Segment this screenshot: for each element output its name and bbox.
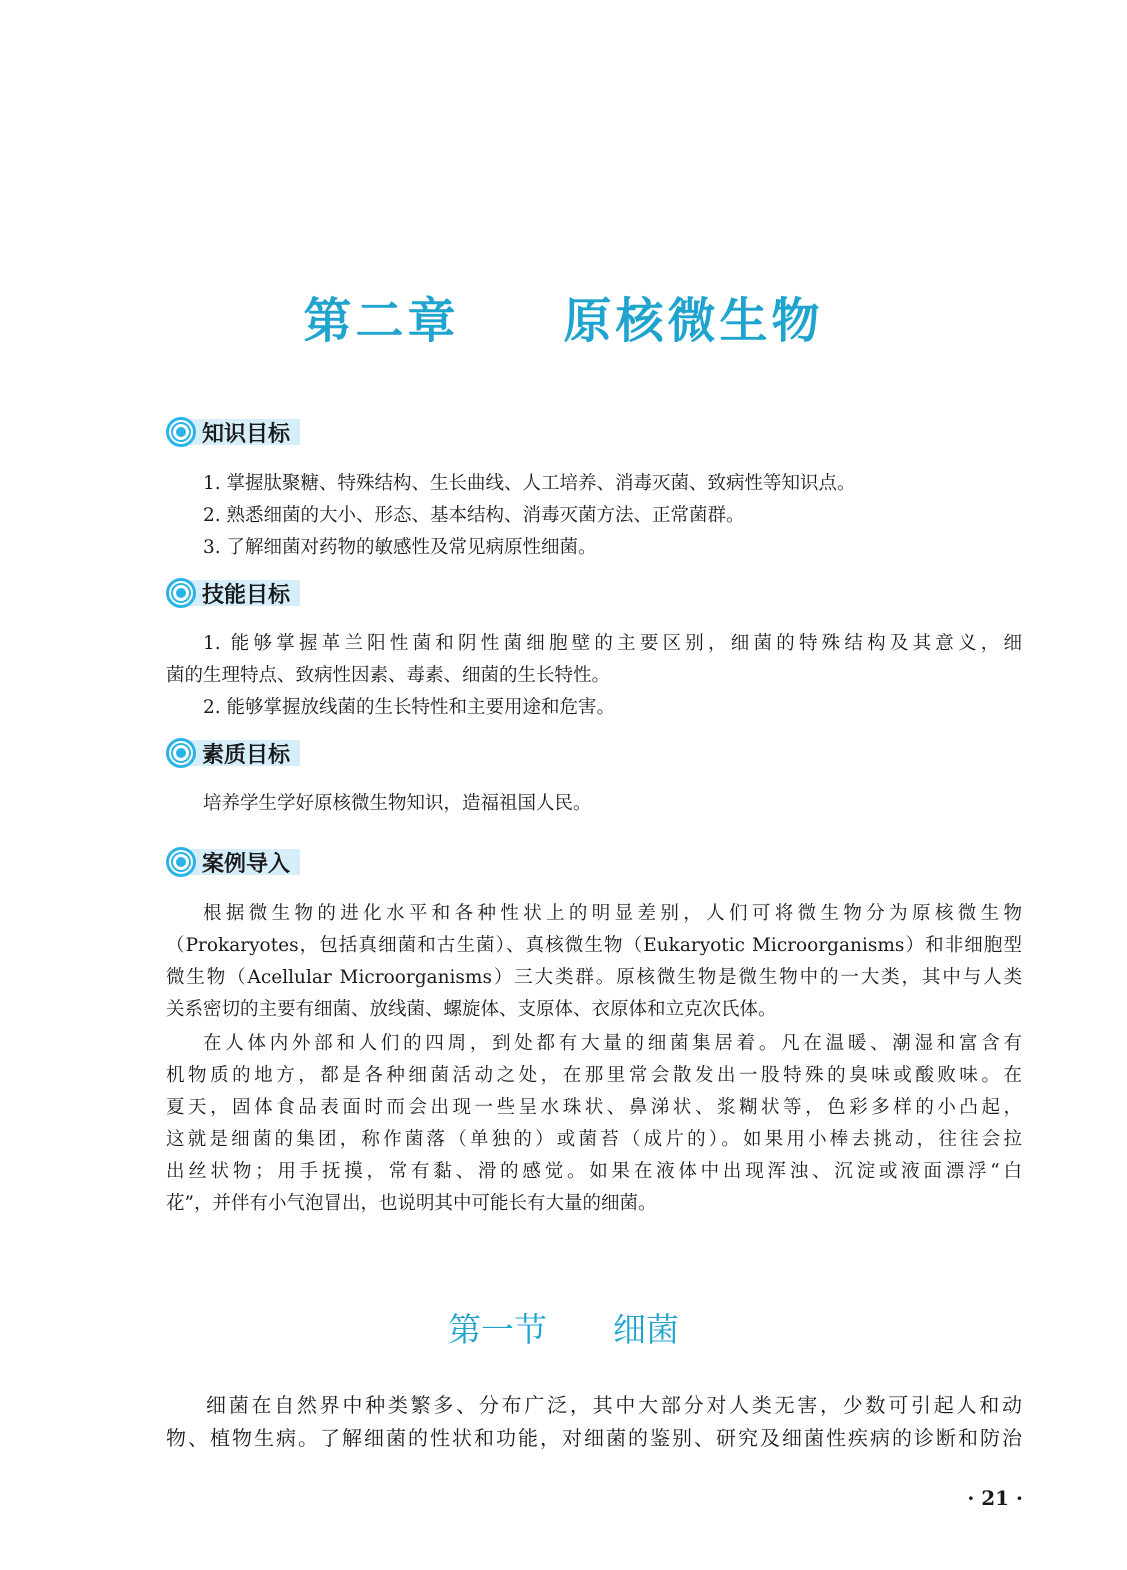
knowledge-objectives-label: 知识目标 (190, 419, 300, 445)
section-title: 第一节 细菌 (448, 1310, 679, 1349)
section-paragraph (166, 1389, 1022, 1455)
chapter-title: 第二章 原核微生物 (303, 293, 824, 349)
objective-item: 培养学生学好原核微生物知识，造福祖国人民。 (203, 793, 592, 814)
text-line: 出丝状物；用手抚摸，常有黏、滑的感觉。如果在液体中出现浑浊、沉淀或液面漂浮“白 (166, 1161, 1022, 1182)
text-line: 在人体内外部和人们的四周，到处都有大量的细菌集居着。凡在温暖、潮湿和富含有 (203, 1033, 1022, 1054)
text-line: 物、植物生病。了解细菌的性状和功能，对细菌的鉴别、研究及细菌性疾病的诊断和防治 (166, 1426, 1022, 1450)
case-intro-heading (166, 845, 300, 879)
case-intro-paragraph-2 (166, 1028, 1022, 1220)
objective-item: 2. 能够掌握放线菌的生长特性和主要用途和危害。 (203, 697, 616, 718)
text-line: 机物质的地方，都是各种细菌活动之处，在那里常会散发出一股特殊的臭味或酸败味。在 (166, 1065, 1022, 1086)
objective-item: 1. 掌握肽聚糖、特殊结构、生长曲线、人工培养、消毒灭菌、致病性等知识点。 (203, 473, 856, 494)
skill-objectives-list (166, 628, 1022, 724)
text-line: 关系密切的主要有细菌、放线菌、螺旋体、支原体、衣原体和立克次氏体。 (166, 999, 777, 1020)
target-bullet-icon (166, 847, 196, 877)
text-line: 微生物（Acellular Microorganisms）三大类群。原核微生物是微生物中的一大类，其中与人类 (166, 967, 1022, 988)
text-line: 根据微生物的进化水平和各种性状上的明显差别，人们可将微生物分为原核微生物 (203, 903, 1022, 924)
text-line: 夏天，固体食品表面时而会出现一些呈水珠状、鼻涕状、浆糊状等，色彩多样的小凸起， (166, 1097, 1022, 1118)
quality-objectives-label: 素质目标 (190, 740, 300, 766)
target-bullet-icon (166, 738, 196, 768)
text-line: （Prokaryotes，包括真细菌和古生菌）、真核微生物（Eukaryotic Microorganisms）和非细胞型 (166, 935, 1022, 956)
skill-objectives-label: 技能目标 (190, 580, 300, 606)
target-bullet-icon (166, 578, 196, 608)
quality-objectives-heading (166, 736, 300, 770)
objective-item: 2. 熟悉细菌的大小、形态、基本结构、消毒灭菌方法、正常菌群。 (203, 505, 745, 526)
text-line: 细菌在自然界中种类繁多、分布广泛，其中大部分对人类无害，少数可引起人和动 (206, 1393, 1022, 1417)
text-line: 花”，并伴有小气泡冒出，也说明其中可能长有大量的细菌。 (166, 1193, 657, 1214)
target-bullet-icon (166, 417, 196, 447)
skill-objectives-heading (166, 576, 300, 610)
case-intro-paragraph-1 (166, 898, 1022, 1026)
text-line: 这就是细菌的集团，称作菌落（单独的）或菌苔（成片的）。如果用小棒去挑动，往往会拉 (166, 1129, 1022, 1150)
page-number: · 21 · (967, 1486, 1023, 1510)
knowledge-objectives-heading (166, 415, 300, 449)
knowledge-objectives-list (166, 468, 1022, 564)
objective-item: 菌的生理特点、致病性因素、毒素、细菌的生长特性。 (166, 665, 611, 686)
quality-objectives-list (166, 788, 1022, 820)
objective-item: 1. 能够掌握革兰阳性菌和阴性菌细胞壁的主要区别，细菌的特殊结构及其意义，细 (203, 633, 1022, 654)
objective-item: 3. 了解细菌对药物的敏感性及常见病原性细菌。 (203, 537, 597, 558)
case-intro-label: 案例导入 (190, 849, 300, 875)
